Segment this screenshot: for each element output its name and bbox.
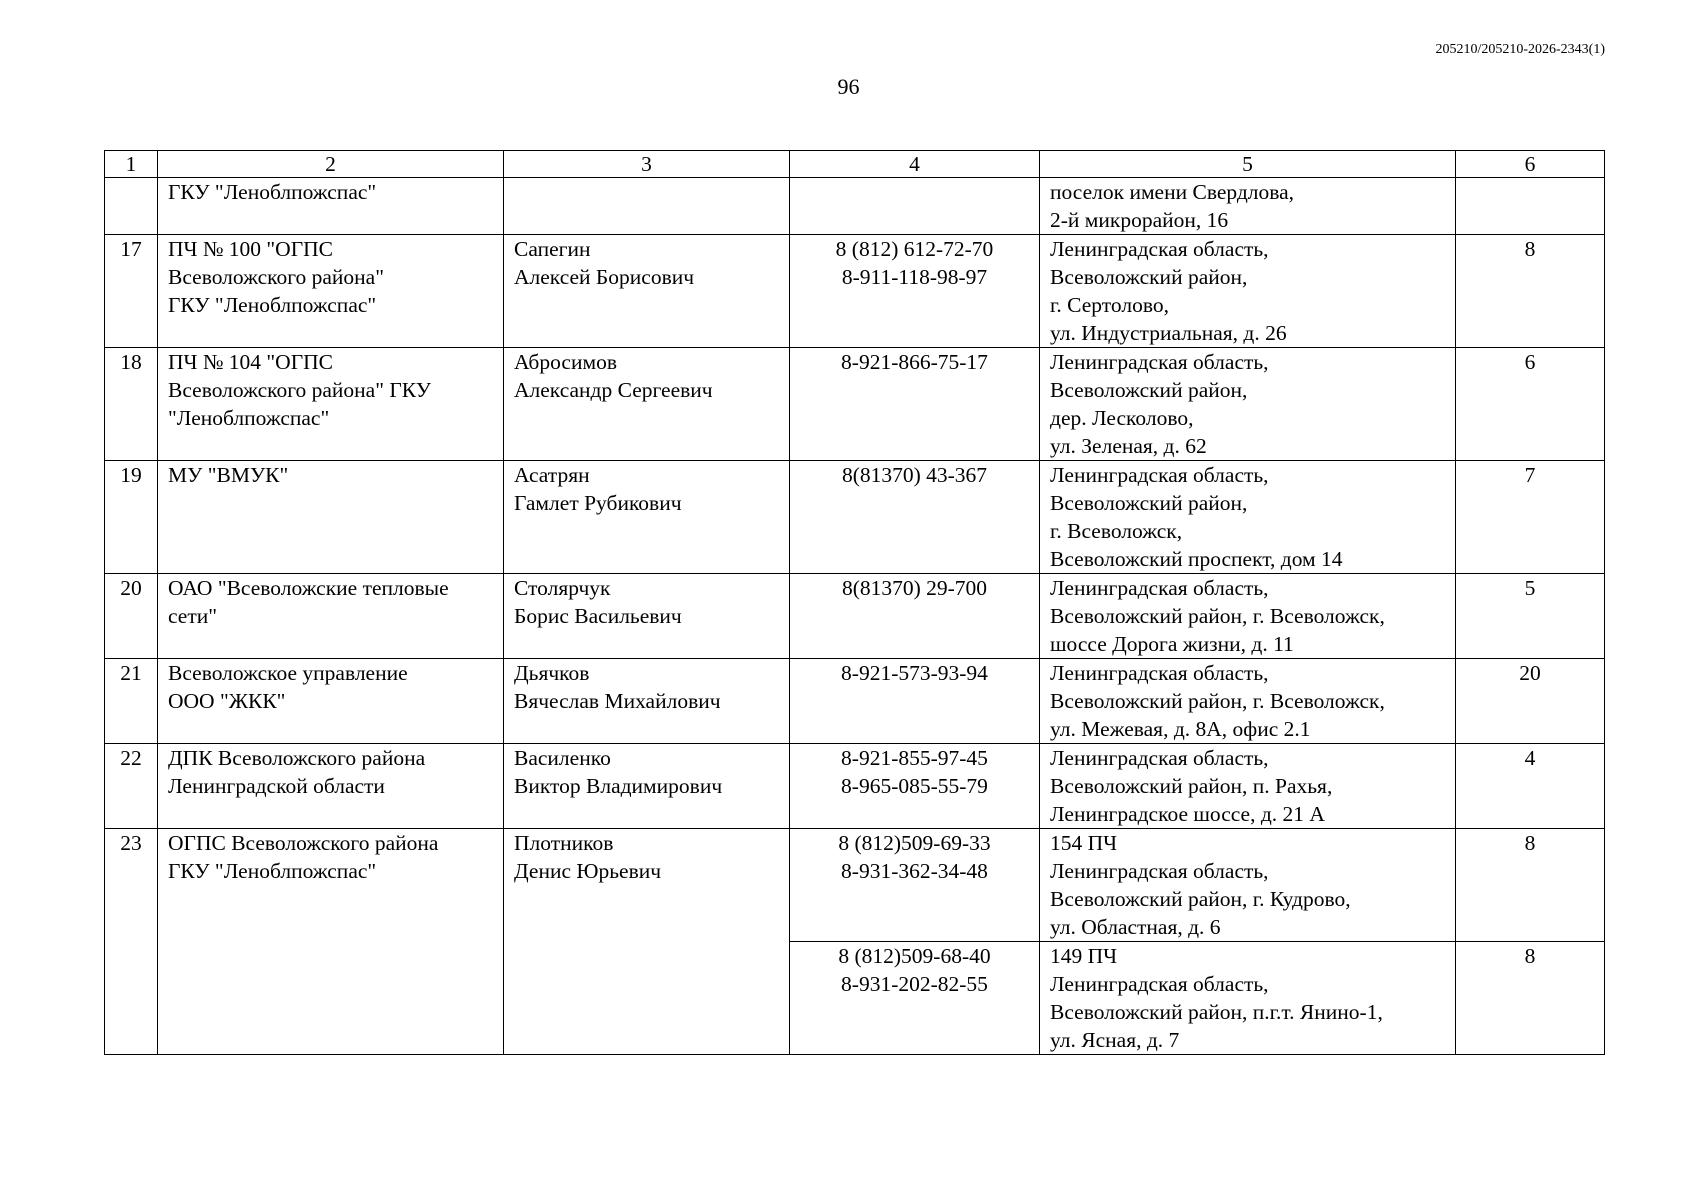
organization-name xyxy=(158,348,504,461)
address xyxy=(1040,461,1456,574)
address xyxy=(1040,744,1456,829)
column-header: 6 xyxy=(1456,151,1605,178)
organization-name xyxy=(158,178,504,235)
organization-name xyxy=(158,744,504,829)
phone-numbers xyxy=(790,461,1040,574)
table-row xyxy=(105,574,1605,659)
organization-name-line: ГКУ "Леноблпожспас" xyxy=(168,180,377,204)
address-line: Всеволожский проспект, дом 14 xyxy=(1050,547,1343,571)
address-line: Всеволожский район, г. Всеволожск, xyxy=(1050,689,1385,713)
page-number: 96 xyxy=(837,74,860,99)
head-name-line: Плотников xyxy=(514,831,614,855)
head-name-line: Столярчук xyxy=(514,576,611,600)
address-line: 2-й микрорайон, 16 xyxy=(1050,208,1229,232)
address-line: Всеволожский район, г. Всеволожск, xyxy=(1050,604,1385,628)
organization-name-line: Ленинградской области xyxy=(168,774,385,798)
address-line: 154 ПЧ xyxy=(1050,831,1118,855)
address-line: Ленинградская область, xyxy=(1050,463,1269,487)
address-line: г. Сертолово, xyxy=(1050,293,1169,317)
table-body xyxy=(105,178,1605,1055)
count-value: 8 xyxy=(1456,235,1605,348)
table-header-row xyxy=(105,151,1605,178)
phone-numbers-line: 8(81370) 43-367 xyxy=(841,463,988,487)
phone-numbers-line: 8(81370) 29-700 xyxy=(841,576,988,600)
phone-numbers-line: 8-921-866-75-17 xyxy=(841,350,988,374)
address-line: Всеволожский район, xyxy=(1050,491,1248,515)
table-row xyxy=(105,659,1605,744)
phone-numbers-line: 8-965-085-55-79 xyxy=(841,774,988,798)
address-line: ул. Индустриальная, д. 26 xyxy=(1050,321,1287,345)
row-number: 20 xyxy=(105,574,158,659)
phone-numbers-line: 8-931-362-34-48 xyxy=(841,859,988,883)
phone-numbers xyxy=(790,829,1040,942)
phone-numbers-line: 8 (812)509-69-33 xyxy=(838,831,991,855)
row-number: 22 xyxy=(105,744,158,829)
phone-numbers xyxy=(790,659,1040,744)
phone-numbers xyxy=(790,235,1040,348)
column-header: 3 xyxy=(504,151,790,178)
organization-name xyxy=(158,829,504,1055)
count-value: 4 xyxy=(1456,744,1605,829)
row-number: 17 xyxy=(105,235,158,348)
phone-numbers-line: 8-931-202-82-55 xyxy=(841,972,988,996)
phone-numbers-line: 8-921-573-93-94 xyxy=(841,661,988,685)
table-row xyxy=(105,829,1605,942)
organization-name-line: "Леноблпожспас" xyxy=(168,406,330,430)
address-line: 149 ПЧ xyxy=(1050,944,1118,968)
column-header: 5 xyxy=(1040,151,1456,178)
address-line: Ленинградская область, xyxy=(1050,661,1269,685)
address xyxy=(1040,574,1456,659)
row-number: 18 xyxy=(105,348,158,461)
organization-name-line: сети" xyxy=(168,604,218,628)
table-row xyxy=(105,461,1605,574)
address xyxy=(1040,659,1456,744)
head-name xyxy=(504,659,790,744)
head-name xyxy=(504,348,790,461)
address-line: Ленинградская область, xyxy=(1050,972,1269,996)
phone-numbers xyxy=(790,744,1040,829)
address-line: Всеволожский район, п.г.т. Янино-1, xyxy=(1050,1000,1383,1024)
address-line: Ленинградская область, xyxy=(1050,746,1269,770)
head-name xyxy=(504,744,790,829)
address-line: Ленинградская область, xyxy=(1050,237,1269,261)
phone-numbers-line: 8-921-855-97-45 xyxy=(841,746,988,770)
count-value xyxy=(1456,178,1605,235)
address-line: поселок имени Свердлова, xyxy=(1050,180,1295,204)
organization-name-line: Всеволожского района" xyxy=(168,265,384,289)
head-name-line: Василенко xyxy=(514,746,611,770)
head-name-line: Александр Сергеевич xyxy=(514,378,713,402)
count-value: 6 xyxy=(1456,348,1605,461)
organization-name-line: ГКУ "Леноблпожспас" xyxy=(168,859,377,883)
organizations-table xyxy=(104,150,1605,1055)
address-line: Всеволожский район, xyxy=(1050,265,1248,289)
organization-name xyxy=(158,461,504,574)
head-name-line: Алексей Борисович xyxy=(514,265,695,289)
address-line: г. Всеволожск, xyxy=(1050,519,1183,543)
head-name-line: Борис Васильевич xyxy=(514,604,682,628)
organization-name-line: Всеволожского района" ГКУ xyxy=(168,378,431,402)
row-number: 19 xyxy=(105,461,158,574)
table-row xyxy=(105,348,1605,461)
column-header: 4 xyxy=(790,151,1040,178)
count-value: 20 xyxy=(1456,659,1605,744)
head-name-line: Гамлет Рубикович xyxy=(514,491,682,515)
organization-name-line: ПЧ № 104 "ОГПС xyxy=(168,350,333,374)
count-value: 8 xyxy=(1456,942,1605,1055)
count-value: 8 xyxy=(1456,829,1605,942)
head-name-line: Абросимов xyxy=(514,350,617,374)
table-row xyxy=(105,235,1605,348)
table-row xyxy=(105,178,1605,235)
column-header: 2 xyxy=(158,151,504,178)
address-line: ул. Зеленая, д. 62 xyxy=(1050,434,1207,458)
organization-name-line: ГКУ "Леноблпожспас" xyxy=(168,293,377,317)
head-name-line: Виктор Владимирович xyxy=(514,774,723,798)
organization-name-line: ДПК Всеволожского района xyxy=(168,746,426,770)
row-number: 21 xyxy=(105,659,158,744)
address xyxy=(1040,942,1456,1055)
table-row xyxy=(105,744,1605,829)
address-line: Ленинградское шоссе, д. 21 А xyxy=(1050,802,1325,826)
row-number xyxy=(105,178,158,235)
phone-numbers-line: 8 (812) 612-72-70 xyxy=(835,237,994,261)
address-line: Всеволожский район, г. Кудрово, xyxy=(1050,887,1351,911)
phone-numbers xyxy=(790,942,1040,1055)
address-line: Всеволожский район, п. Рахья, xyxy=(1050,774,1333,798)
address-line: ул. Межевая, д. 8А, офис 2.1 xyxy=(1050,717,1311,741)
head-name-line: Дьячков xyxy=(514,661,590,685)
organization-name-line: ОАО "Всеволожские тепловые xyxy=(168,576,449,600)
row-number: 23 xyxy=(105,829,158,1055)
head-name-line: Денис Юрьевич xyxy=(514,859,662,883)
organization-name-line: ПЧ № 100 "ОГПС xyxy=(168,237,333,261)
phone-numbers xyxy=(790,178,1040,235)
head-name-line: Асатрян xyxy=(514,463,590,487)
document-code: 205210/205210-2026-2343(1) xyxy=(1435,42,1605,57)
organization-name xyxy=(158,659,504,744)
column-header: 1 xyxy=(105,151,158,178)
address-line: Ленинградская область, xyxy=(1050,350,1269,374)
head-name xyxy=(504,178,790,235)
address-line: Всеволожский район, xyxy=(1050,378,1248,402)
head-name xyxy=(504,829,790,1055)
address-line: шоссе Дорога жизни, д. 11 xyxy=(1050,632,1294,656)
address xyxy=(1040,829,1456,942)
organization-name xyxy=(158,235,504,348)
phone-numbers-line: 8 (812)509-68-40 xyxy=(838,944,991,968)
head-name xyxy=(504,235,790,348)
organization-name xyxy=(158,574,504,659)
address-line: ул. Ясная, д. 7 xyxy=(1050,1028,1180,1052)
head-name xyxy=(504,574,790,659)
count-value: 7 xyxy=(1456,461,1605,574)
organization-name-line: МУ "ВМУК" xyxy=(168,463,289,487)
organization-name-line: Всеволожское управление xyxy=(168,661,408,685)
head-name-line: Вячеслав Михайлович xyxy=(514,689,721,713)
address-line: ул. Областная, д. 6 xyxy=(1050,915,1221,939)
address-line: Ленинградская область, xyxy=(1050,859,1269,883)
address xyxy=(1040,235,1456,348)
organization-name-line: ООО "ЖКК" xyxy=(168,689,286,713)
address-line: Ленинградская область, xyxy=(1050,576,1269,600)
organization-name-line: ОГПС Всеволожского района xyxy=(168,831,439,855)
phone-numbers xyxy=(790,574,1040,659)
address xyxy=(1040,178,1456,235)
head-name-line: Сапегин xyxy=(514,237,591,261)
head-name xyxy=(504,461,790,574)
phone-numbers-line: 8-911-118-98-97 xyxy=(841,265,988,289)
phone-numbers xyxy=(790,348,1040,461)
address xyxy=(1040,348,1456,461)
address-line: дер. Лесколово, xyxy=(1050,406,1194,430)
count-value: 5 xyxy=(1456,574,1605,659)
